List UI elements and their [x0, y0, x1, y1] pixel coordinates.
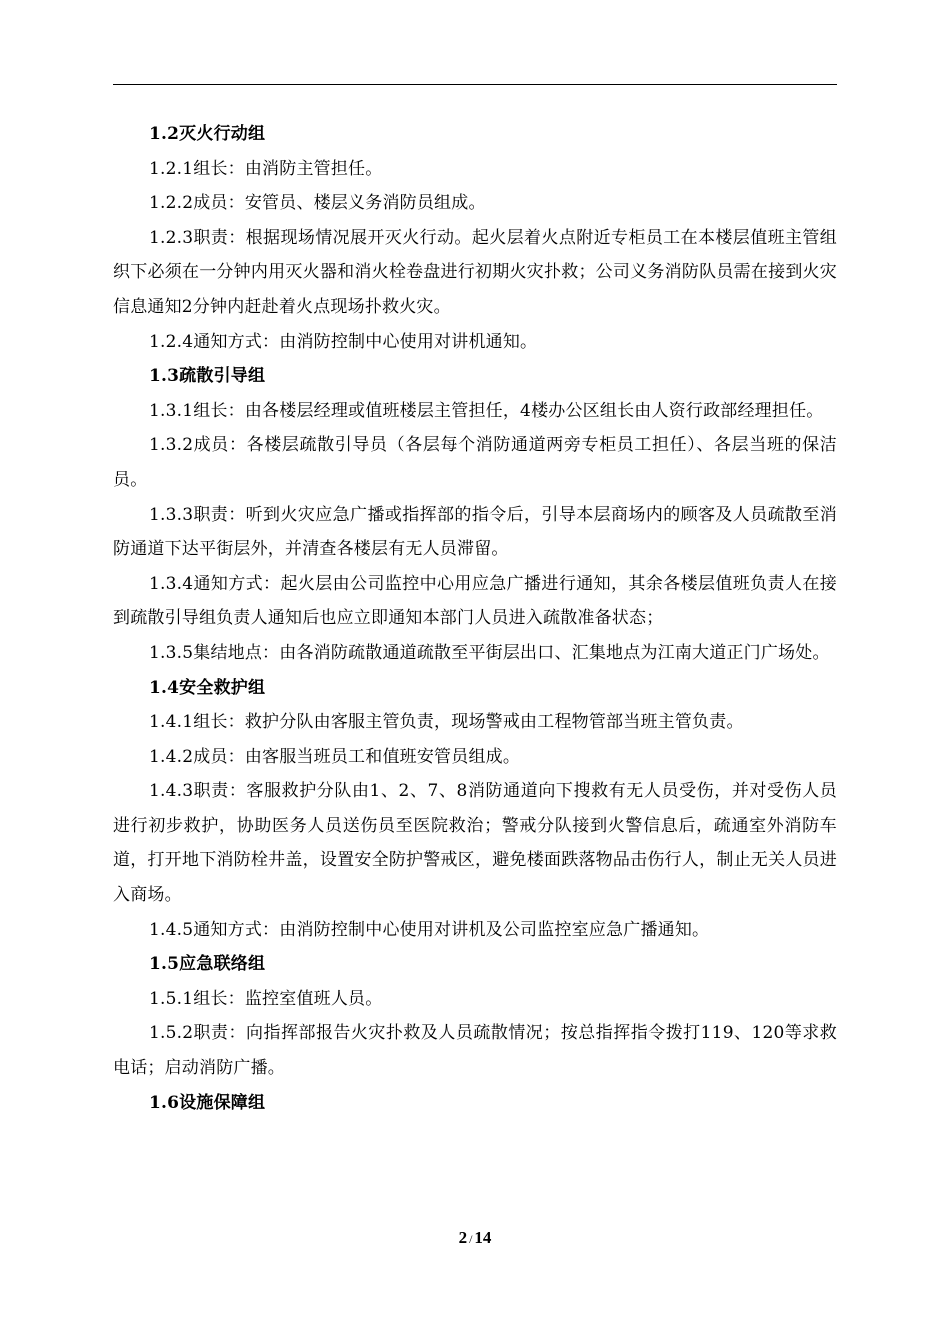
paragraph-1-4-5: 1.4.5通知方式：由消防控制中心使用对讲机及公司监控室应急广播通知。 — [149, 919, 710, 940]
paragraph-1-5-2: 1.5.2职责：向指挥部报告火灾扑救及人员疏散情况；按总指挥指令拨打119、120等求救电话；启动消防广播。 — [113, 1023, 837, 1079]
section-heading-1-3: 1.3疏散引导组 — [149, 366, 266, 387]
paragraph-1-2-4: 1.2.4通知方式：由消防控制中心使用对讲机通知。 — [149, 331, 538, 352]
paragraph-1-5-1: 1.5.1组长：监控室值班人员。 — [149, 988, 383, 1009]
page-number — [0, 1226, 950, 1251]
paragraph-1-2-3: 1.2.3职责：根据现场情况展开灭火行动。起火层着火点附近专柜员工在本楼层值班主管组织下必须在一分钟内用灭火器和消火栓卷盘进行初期火灾扑救；公司义务消防队员需在接到火灾信息通知2分钟内赶赴着火点现场扑救火灾。 — [113, 227, 837, 317]
paragraph-1-3-4: 1.3.4通知方式：起火层由公司监控中心用应急广播进行通知，其余各楼层值班负责人在接到疏散引导组负责人通知后也应立即通知本部门人员进入疏散准备状态； — [113, 573, 837, 629]
paragraph-1-3-1: 1.3.1组长：由各楼层经理或值班楼层主管担任，4楼办公区组长由人资行政部经理担任。 — [149, 400, 824, 421]
section-heading-1-2: 1.2灭火行动组 — [149, 124, 266, 144]
paragraph-1-3-5: 1.3.5集结地点：由各消防疏散通道疏散至平街层出口、汇集地点为江南大道正门广场处。 — [149, 642, 830, 663]
paragraph-1-4-2: 1.4.2成员：由客服当班员工和值班安管员组成。 — [149, 746, 521, 767]
section-heading-1-4: 1.4安全救护组 — [149, 677, 266, 698]
document-body — [113, 117, 837, 1120]
current-page-number: 2 — [458, 1228, 468, 1247]
paragraph-1-2-2: 1.2.2成员：安管员、楼层义务消防员组成。 — [149, 193, 486, 214]
paragraph-1-4-3: 1.4.3职责：客服救护分队由1、2、7、8消防通道向下搜救有无人员受伤，并对受伤人员进行初步救护，协助医务人员送伤员至医院救治；警戒分队接到火警信息后，疏通室外消防车道，打开地下消防栓井盖，设置安全防护警戒区，避免楼面跌落物品击伤行人，制止无关人员进入商场。 — [113, 781, 837, 906]
section-heading-1-5: 1.5应急联络组 — [149, 954, 266, 975]
paragraph-1-2-1: 1.2.1组长：由消防主管担任。 — [149, 158, 383, 179]
paragraph-1-3-3: 1.3.3职责：听到火灾应急广播或指挥部的指令后，引导本层商场内的顾客及人员疏散至消防通道下达平街层外，并清查各楼层有无人员滞留。 — [113, 504, 837, 560]
section-heading-1-6: 1.6设施保障组 — [149, 1092, 266, 1113]
total-page-count: 14 — [474, 1228, 492, 1247]
paragraph-1-3-2: 1.3.2成员：各楼层疏散引导员（各层每个消防通道两旁专柜员工担任）、各层当班的保洁员。 — [113, 435, 837, 490]
page-number-separator: / — [469, 1232, 473, 1246]
header-rule — [113, 84, 837, 85]
paragraph-1-4-1: 1.4.1组长：救护分队由客服主管负责，现场警戒由工程物管部当班主管负责。 — [149, 712, 744, 733]
